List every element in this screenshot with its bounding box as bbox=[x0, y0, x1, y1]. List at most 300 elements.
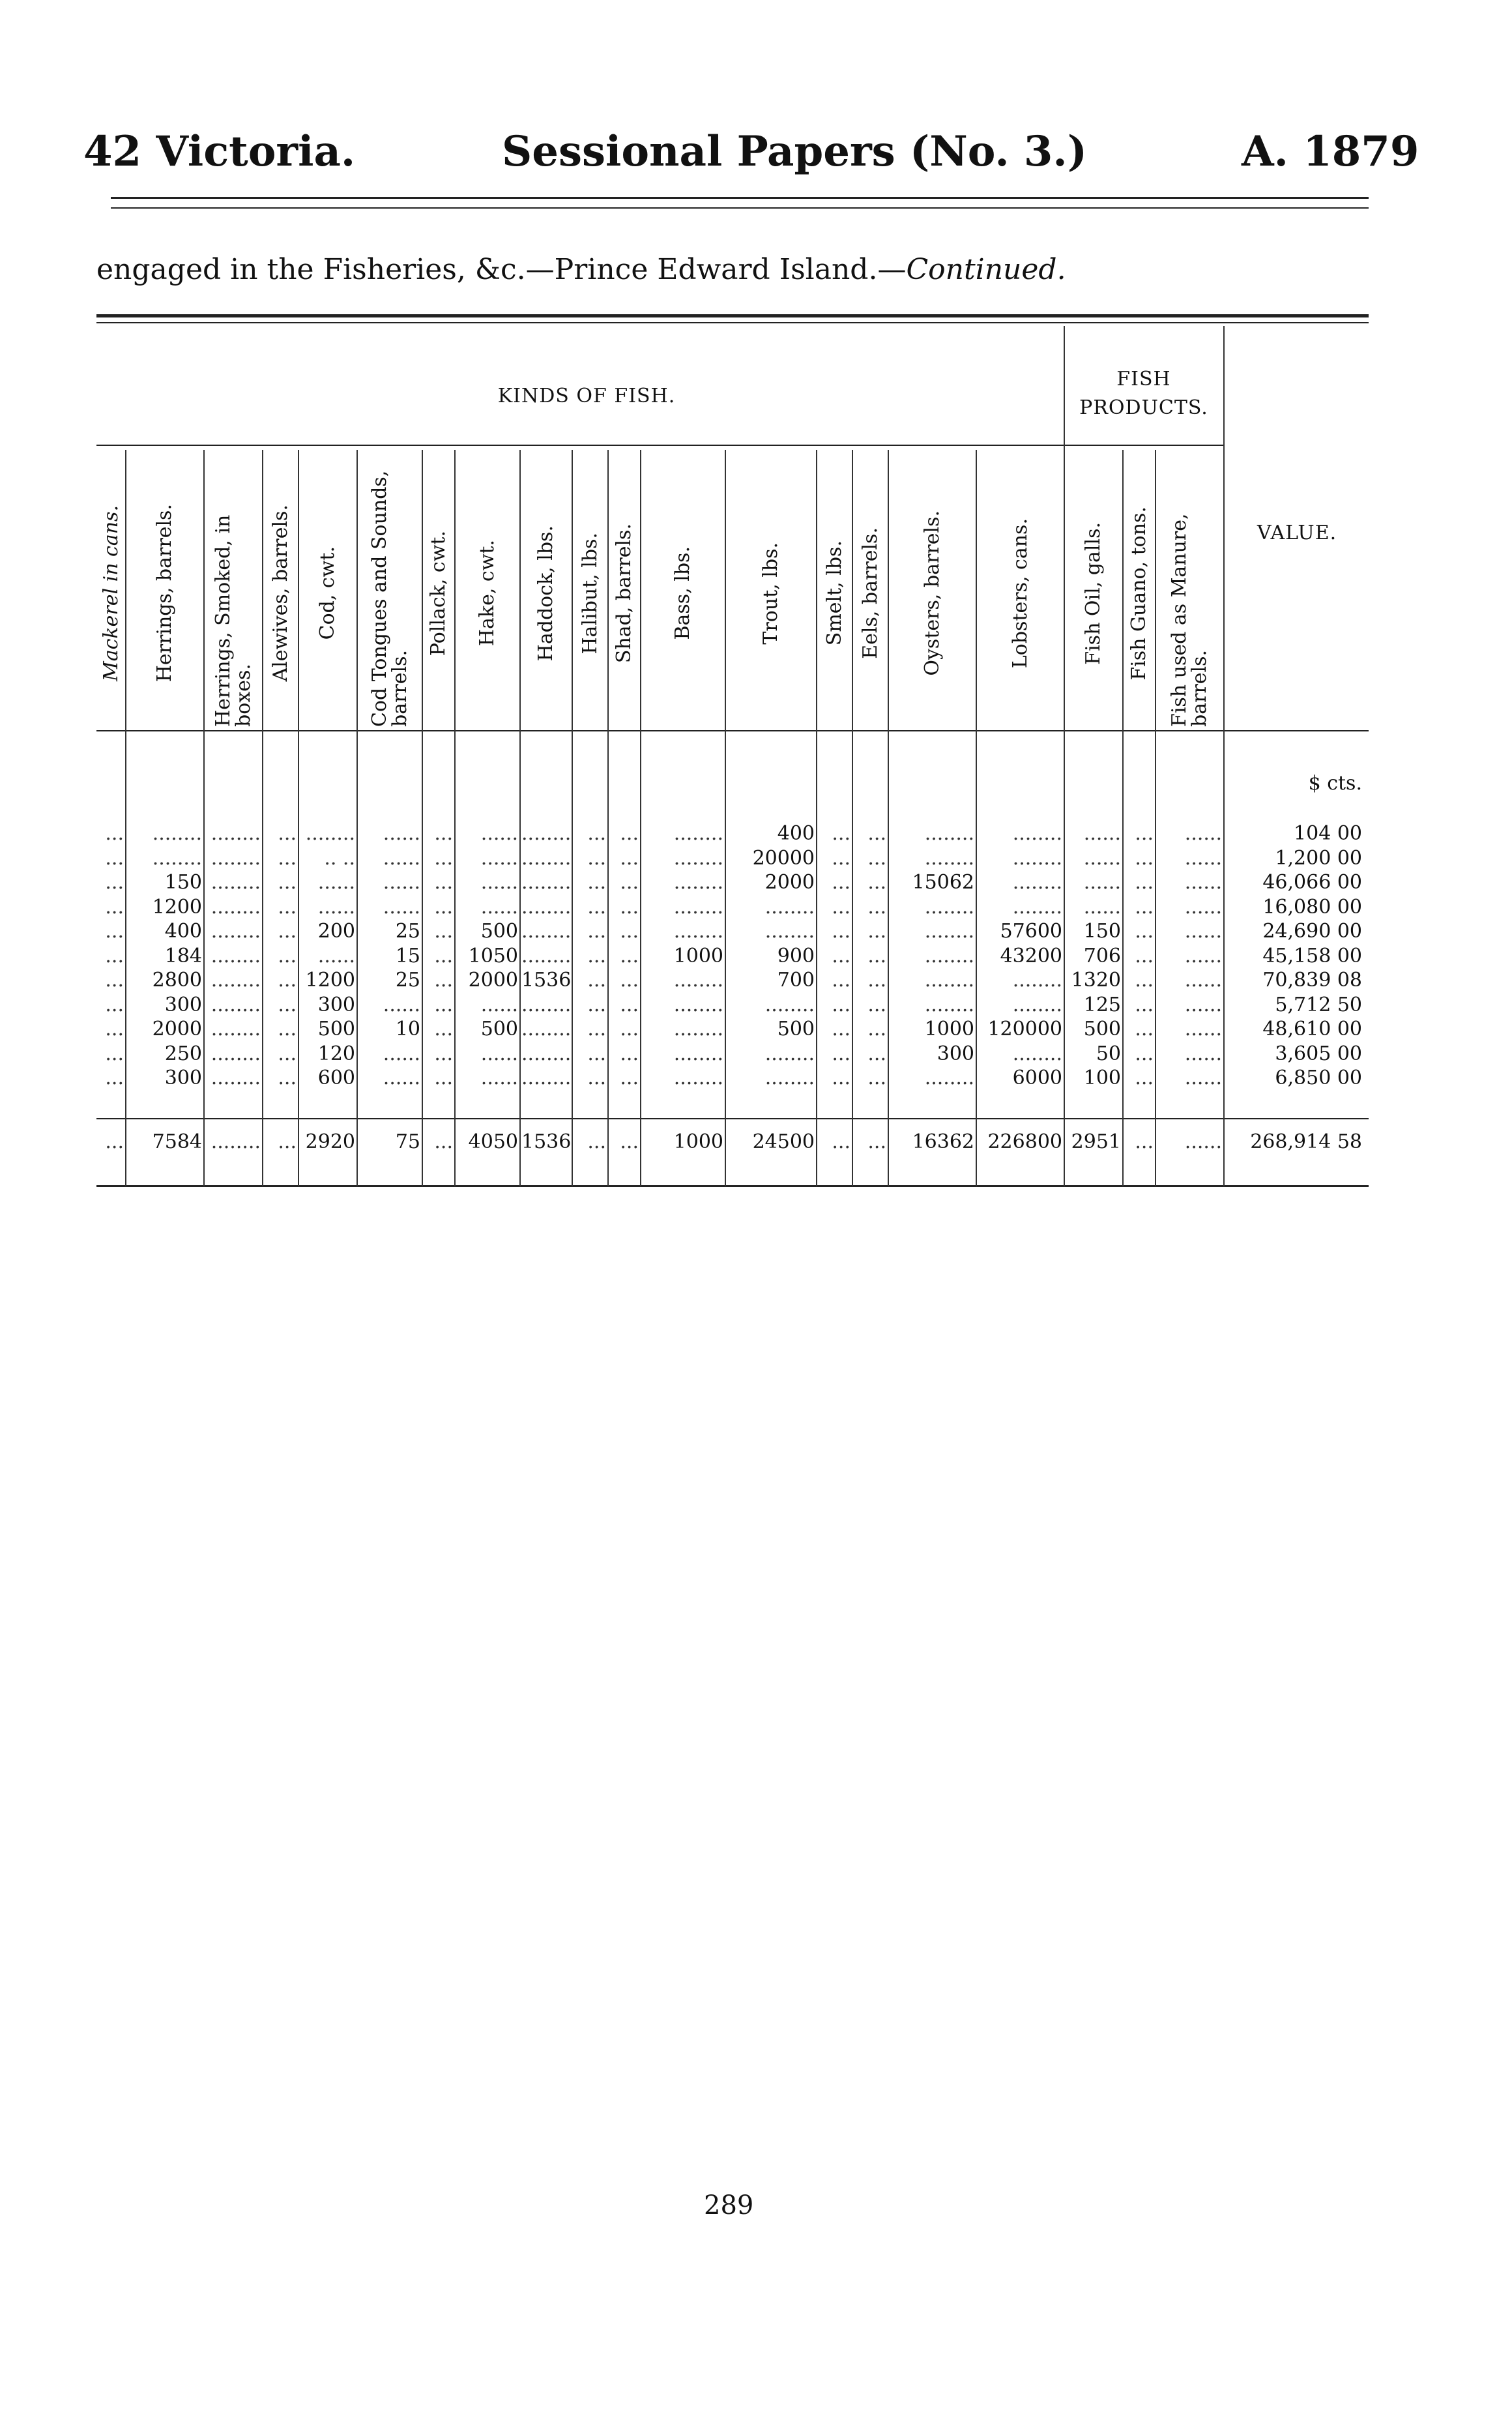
table-row-3-cell-12: ........ bbox=[764, 895, 815, 919]
table-row-0-cell-0: ... bbox=[105, 822, 124, 845]
totals-row-cell-11: 1000 bbox=[673, 1130, 723, 1153]
table-row-9-cell-14: ... bbox=[867, 1042, 886, 1065]
table-row-8-cell-11: ........ bbox=[673, 1018, 723, 1040]
table-row-7-cell-20: 5,712 50 bbox=[1275, 993, 1362, 1016]
table-row-10-cell-3: ... bbox=[278, 1067, 297, 1089]
column-header-label: Cod, cwt. bbox=[316, 546, 339, 640]
table-row-1-cell-20: 1,200 00 bbox=[1275, 846, 1362, 870]
column-divider-2 bbox=[262, 450, 263, 1186]
table-row-5-cell-1: 184 bbox=[164, 944, 202, 967]
column-header-label: Pollack, cwt. bbox=[427, 530, 450, 656]
table-row-4-cell-7: 500 bbox=[480, 920, 518, 943]
table-row-1-cell-3: ... bbox=[278, 846, 297, 870]
column-header-19 bbox=[1157, 456, 1222, 730]
table-row-10-cell-9: ... bbox=[587, 1067, 606, 1089]
table-row-6-cell-6: ... bbox=[434, 969, 453, 992]
table-row-7-cell-8: ........ bbox=[521, 993, 572, 1016]
table-row-0-cell-1: ........ bbox=[152, 822, 202, 845]
table-row-0-cell-12: 400 bbox=[777, 822, 815, 845]
table-row-5-cell-20: 45,158 00 bbox=[1262, 944, 1362, 967]
column-header-label: Haddock, lbs. bbox=[534, 525, 557, 662]
table-row-2-cell-2: ........ bbox=[211, 871, 261, 894]
column-header-11 bbox=[642, 456, 723, 730]
table-row-10-cell-0: ... bbox=[105, 1067, 124, 1089]
table-row-1-cell-0: ... bbox=[105, 846, 124, 870]
totals-row-cell-8: 1536 bbox=[521, 1130, 572, 1153]
table-row-10-cell-20: 6,850 00 bbox=[1275, 1067, 1362, 1089]
table-row-5-cell-18: ... bbox=[1135, 944, 1154, 967]
table-row-9-cell-17: 50 bbox=[1096, 1042, 1121, 1065]
table-row-5-cell-19: ...... bbox=[1184, 944, 1222, 967]
totals-row-cell-6: ... bbox=[434, 1130, 453, 1153]
table-row-6-cell-2: ........ bbox=[211, 969, 261, 992]
table-row-6-cell-0: ... bbox=[105, 969, 124, 992]
totals-row-cell-15: 16362 bbox=[912, 1130, 974, 1153]
table-row-4-cell-11: ........ bbox=[673, 920, 723, 943]
header-rule-top bbox=[111, 197, 1369, 199]
table-row-9-cell-12: ........ bbox=[764, 1042, 815, 1065]
table-row-9-cell-19: ...... bbox=[1184, 1042, 1222, 1065]
table-row-1-cell-9: ... bbox=[587, 846, 606, 870]
table-row-0-cell-13: ... bbox=[832, 822, 850, 845]
group-rule bbox=[96, 445, 1224, 446]
column-header-0 bbox=[98, 456, 124, 730]
table-row-9-cell-7: ...... bbox=[480, 1042, 518, 1065]
table-row-2-cell-17: ...... bbox=[1083, 871, 1121, 894]
table-row-3-cell-0: ... bbox=[105, 895, 124, 919]
table-bottom-rule bbox=[96, 1185, 1369, 1187]
table-subtitle bbox=[96, 253, 1066, 286]
column-header-label: Fish used as Manure, barrels. bbox=[1168, 513, 1211, 727]
table-row-6-cell-10: ... bbox=[620, 969, 639, 992]
column-header-label: Halibut, lbs. bbox=[578, 532, 602, 655]
totals-row-cell-13: ... bbox=[832, 1130, 850, 1153]
table-row-10-cell-7: ...... bbox=[480, 1067, 518, 1089]
table-row-5-cell-3: ... bbox=[278, 944, 297, 967]
table-row-0-cell-19: ...... bbox=[1184, 822, 1222, 845]
table-row-5-cell-8: ........ bbox=[521, 944, 572, 967]
table-row-4-cell-9: ... bbox=[587, 920, 606, 943]
table-row-4-cell-19: ...... bbox=[1184, 920, 1222, 943]
table-row-9-cell-0: ... bbox=[105, 1042, 124, 1065]
column-header-label: Mackerel in cans. bbox=[99, 505, 123, 681]
totals-row-cell-3: ... bbox=[278, 1130, 297, 1153]
table-row-0-cell-18: ... bbox=[1135, 822, 1154, 845]
header-left: 42 Victoria. bbox=[83, 127, 356, 176]
column-header-label: Bass, lbs. bbox=[671, 546, 694, 640]
table-row-9-cell-2: ........ bbox=[211, 1042, 261, 1065]
table-row-3-cell-7: ...... bbox=[480, 895, 518, 919]
table-row-2-cell-20: 46,066 00 bbox=[1262, 871, 1362, 894]
table-row-6-cell-20: 70,839 08 bbox=[1262, 969, 1362, 992]
table-row-1-cell-1: ........ bbox=[152, 846, 202, 870]
table-row-8-cell-6: ... bbox=[434, 1018, 453, 1040]
subtitle-continued: Continued. bbox=[906, 253, 1066, 286]
table-top-rule-thin bbox=[96, 322, 1369, 323]
table-row-0-cell-11: ........ bbox=[673, 822, 723, 845]
table-row-8-cell-9: ... bbox=[587, 1018, 606, 1040]
table-row-8-cell-20: 48,610 00 bbox=[1262, 1018, 1362, 1040]
table-row-6-cell-12: 700 bbox=[777, 969, 815, 992]
table-row-2-cell-4: ...... bbox=[317, 871, 355, 894]
table-row-10-cell-15: ........ bbox=[924, 1067, 974, 1089]
table-row-10-cell-14: ... bbox=[867, 1067, 886, 1089]
column-header-label: Fish Guano, tons. bbox=[1127, 506, 1150, 681]
totals-row-cell-20: 268,914 58 bbox=[1250, 1130, 1362, 1153]
table-row-8-cell-13: ... bbox=[832, 1018, 850, 1040]
column-divider-5 bbox=[422, 450, 423, 1186]
column-header-8 bbox=[521, 456, 570, 730]
column-header-label: Lobsters, cans. bbox=[1008, 518, 1032, 669]
table-row-10-cell-18: ... bbox=[1135, 1067, 1154, 1089]
column-divider-9 bbox=[607, 450, 609, 1186]
table-row-9-cell-9: ... bbox=[587, 1042, 606, 1065]
column-divider-17 bbox=[1122, 450, 1124, 1186]
table-row-2-cell-9: ... bbox=[587, 871, 606, 894]
column-divider-0 bbox=[125, 450, 126, 1186]
table-row-2-cell-16: ........ bbox=[1012, 871, 1062, 894]
table-row-1-cell-6: ... bbox=[434, 846, 453, 870]
table-row-0-cell-17: ...... bbox=[1083, 822, 1121, 845]
table-row-2-cell-8: ........ bbox=[521, 871, 572, 894]
header-right: A. 1879 bbox=[1242, 127, 1419, 176]
table-row-1-cell-16: ........ bbox=[1012, 846, 1062, 870]
table-row-3-cell-8: ........ bbox=[521, 895, 572, 919]
table-row-1-cell-11: ........ bbox=[673, 846, 723, 870]
table-row-2-cell-6: ... bbox=[434, 871, 453, 894]
totals-row-cell-9: ... bbox=[587, 1130, 606, 1153]
column-header-label: Smelt, lbs. bbox=[822, 540, 846, 646]
table-row-4-cell-5: 25 bbox=[395, 920, 420, 943]
table-row-7-cell-18: ... bbox=[1135, 993, 1154, 1016]
table-row-5-cell-17: 706 bbox=[1083, 944, 1121, 967]
table-row-2-cell-13: ... bbox=[832, 871, 850, 894]
column-divider-14 bbox=[888, 450, 889, 1186]
column-header-2 bbox=[205, 456, 261, 730]
table-row-9-cell-18: ... bbox=[1135, 1042, 1154, 1065]
table-row-8-cell-7: 500 bbox=[480, 1018, 518, 1040]
column-divider-15 bbox=[976, 450, 977, 1186]
table-top-rule bbox=[96, 314, 1369, 317]
table-row-1-cell-12: 20000 bbox=[752, 846, 815, 870]
table-row-6-cell-5: 25 bbox=[395, 969, 420, 992]
table-row-7-cell-3: ... bbox=[278, 993, 297, 1016]
column-divider-12 bbox=[816, 450, 817, 1186]
table-row-6-cell-7: 2000 bbox=[468, 969, 518, 992]
table-row-7-cell-16: ........ bbox=[1012, 993, 1062, 1016]
table-row-10-cell-17: 100 bbox=[1083, 1067, 1121, 1089]
table-row-3-cell-20: 16,080 00 bbox=[1262, 895, 1362, 919]
column-divider-10 bbox=[640, 450, 641, 1186]
table-row-7-cell-1: 300 bbox=[164, 993, 202, 1016]
totals-row-cell-4: 2920 bbox=[305, 1130, 355, 1153]
table-row-6-cell-15: ........ bbox=[924, 969, 974, 992]
table-row-8-cell-18: ... bbox=[1135, 1018, 1154, 1040]
table-row-7-cell-12: ........ bbox=[764, 993, 815, 1016]
table-row-3-cell-11: ........ bbox=[673, 895, 723, 919]
table-row-4-cell-15: ........ bbox=[924, 920, 974, 943]
table-row-8-cell-16: 120000 bbox=[987, 1018, 1062, 1040]
table-row-0-cell-8: ........ bbox=[521, 822, 572, 845]
table-row-1-cell-7: ...... bbox=[480, 846, 518, 870]
table-row-10-cell-19: ...... bbox=[1184, 1067, 1222, 1089]
table-row-5-cell-11: 1000 bbox=[673, 944, 723, 967]
table-row-7-cell-14: ... bbox=[867, 993, 886, 1016]
table-row-6-cell-17: 1320 bbox=[1071, 969, 1121, 992]
table-row-7-cell-5: ...... bbox=[383, 993, 420, 1016]
table-row-10-cell-2: ........ bbox=[211, 1067, 261, 1089]
header-bottom-rule bbox=[96, 730, 1369, 731]
value-header: VALUE. bbox=[1257, 522, 1337, 544]
table-row-3-cell-19: ...... bbox=[1184, 895, 1222, 919]
table-row-10-cell-11: ........ bbox=[673, 1067, 723, 1089]
table-row-6-cell-14: ... bbox=[867, 969, 886, 992]
table-row-6-cell-8: 1536 bbox=[521, 969, 572, 992]
column-header-4 bbox=[300, 456, 355, 730]
table-row-9-cell-3: ... bbox=[278, 1042, 297, 1065]
table-row-0-cell-10: ... bbox=[620, 822, 639, 845]
column-header-10 bbox=[609, 456, 639, 730]
table-row-3-cell-18: ... bbox=[1135, 895, 1154, 919]
column-divider-8 bbox=[572, 450, 573, 1186]
table-row-0-cell-15: ........ bbox=[924, 822, 974, 845]
table-row-7-cell-11: ........ bbox=[673, 993, 723, 1016]
table-row-6-cell-4: 1200 bbox=[305, 969, 355, 992]
table-row-5-cell-16: 43200 bbox=[1000, 944, 1062, 967]
table-row-0-cell-9: ... bbox=[587, 822, 606, 845]
column-divider-4 bbox=[356, 450, 358, 1186]
column-header-1 bbox=[127, 456, 202, 730]
table-row-5-cell-10: ... bbox=[620, 944, 639, 967]
column-header-16 bbox=[978, 456, 1062, 730]
table-row-0-cell-6: ... bbox=[434, 822, 453, 845]
table-row-8-cell-12: 500 bbox=[777, 1018, 815, 1040]
column-header-9 bbox=[574, 456, 606, 730]
table-row-4-cell-1: 400 bbox=[164, 920, 202, 943]
table-row-3-cell-2: ........ bbox=[211, 895, 261, 919]
table-row-5-cell-9: ... bbox=[587, 944, 606, 967]
table-row-1-cell-4: .. .. bbox=[324, 846, 355, 870]
totals-row-cell-0: ... bbox=[105, 1130, 124, 1153]
table-row-8-cell-2: ........ bbox=[211, 1018, 261, 1040]
table-row-2-cell-12: 2000 bbox=[764, 871, 815, 894]
table-row-2-cell-15: 15062 bbox=[912, 871, 974, 894]
totals-row-cell-12: 24500 bbox=[752, 1130, 815, 1153]
column-header-label: Herrings, barrels. bbox=[153, 504, 176, 683]
totals-row-cell-10: ... bbox=[620, 1130, 639, 1153]
table-row-4-cell-14: ... bbox=[867, 920, 886, 943]
table-row-10-cell-6: ... bbox=[434, 1067, 453, 1089]
totals-row-cell-1: 7584 bbox=[152, 1130, 202, 1153]
column-divider-16 bbox=[1064, 326, 1065, 1186]
table-row-10-cell-16: 6000 bbox=[1012, 1067, 1062, 1089]
table-row-0-cell-3: ... bbox=[278, 822, 297, 845]
table-row-8-cell-10: ... bbox=[620, 1018, 639, 1040]
table-row-4-cell-4: 200 bbox=[317, 920, 355, 943]
table-row-3-cell-14: ... bbox=[867, 895, 886, 919]
table-row-6-cell-3: ... bbox=[278, 969, 297, 992]
table-row-2-cell-7: ...... bbox=[480, 871, 518, 894]
table-row-3-cell-10: ... bbox=[620, 895, 639, 919]
subtitle-main: engaged in the Fisheries, &c.—Prince Edward Island.— bbox=[96, 253, 907, 286]
column-header-label: Hake, cwt. bbox=[476, 540, 499, 647]
totals-row-cell-19: ...... bbox=[1184, 1130, 1222, 1153]
table-row-4-cell-20: 24,690 00 bbox=[1262, 920, 1362, 943]
table-row-0-cell-16: ........ bbox=[1012, 822, 1062, 845]
table-row-6-cell-16: ........ bbox=[1012, 969, 1062, 992]
totals-row-cell-5: 75 bbox=[395, 1130, 420, 1153]
table-row-8-cell-4: 500 bbox=[317, 1018, 355, 1040]
column-header-label: Oysters, barrels. bbox=[920, 510, 944, 676]
table-row-9-cell-1: 250 bbox=[164, 1042, 202, 1065]
table-row-6-cell-9: ... bbox=[587, 969, 606, 992]
table-row-4-cell-8: ........ bbox=[521, 920, 572, 943]
table-row-5-cell-5: 15 bbox=[395, 944, 420, 967]
column-header-label: Trout, lbs. bbox=[759, 542, 782, 645]
table-row-2-cell-14: ... bbox=[867, 871, 886, 894]
table-row-0-cell-5: ...... bbox=[383, 822, 420, 845]
header-rule-bottom bbox=[111, 207, 1369, 209]
table-row-3-cell-3: ... bbox=[278, 895, 297, 919]
column-header-14 bbox=[854, 456, 886, 730]
table-row-0-cell-20: 104 00 bbox=[1294, 822, 1362, 845]
table-row-1-cell-18: ... bbox=[1135, 846, 1154, 870]
table-row-5-cell-14: ... bbox=[867, 944, 886, 967]
table-row-7-cell-6: ... bbox=[434, 993, 453, 1016]
table-row-7-cell-2: ........ bbox=[211, 993, 261, 1016]
page-number: 289 bbox=[704, 2190, 754, 2220]
table-row-7-cell-17: 125 bbox=[1083, 993, 1121, 1016]
column-divider-1 bbox=[203, 450, 205, 1186]
column-divider-18 bbox=[1155, 450, 1156, 1186]
totals-row-cell-14: ... bbox=[867, 1130, 886, 1153]
table-row-6-cell-13: ... bbox=[832, 969, 850, 992]
column-header-12 bbox=[727, 456, 815, 730]
header-center: Sessional Papers (No. 3.) bbox=[502, 127, 1087, 176]
table-row-8-cell-3: ... bbox=[278, 1018, 297, 1040]
table-row-1-cell-14: ... bbox=[867, 846, 886, 870]
column-header-label: Alewives, barrels. bbox=[269, 505, 292, 682]
table-row-0-cell-14: ... bbox=[867, 822, 886, 845]
table-row-3-cell-6: ... bbox=[434, 895, 453, 919]
table-row-3-cell-13: ... bbox=[832, 895, 850, 919]
table-row-6-cell-1: 2800 bbox=[152, 969, 202, 992]
table-row-4-cell-2: ........ bbox=[211, 920, 261, 943]
table-row-1-cell-2: ........ bbox=[211, 846, 261, 870]
column-divider-11 bbox=[725, 450, 726, 1186]
table-row-2-cell-11: ........ bbox=[673, 871, 723, 894]
table-row-5-cell-7: 1050 bbox=[468, 944, 518, 967]
table-row-3-cell-17: ...... bbox=[1083, 895, 1121, 919]
totals-rule bbox=[96, 1118, 1369, 1119]
table-row-8-cell-15: 1000 bbox=[924, 1018, 974, 1040]
table-row-3-cell-15: ........ bbox=[924, 895, 974, 919]
table-row-7-cell-13: ... bbox=[832, 993, 850, 1016]
column-header-5 bbox=[358, 456, 420, 730]
table-row-5-cell-4: ...... bbox=[317, 944, 355, 967]
table-row-2-cell-5: ...... bbox=[383, 871, 420, 894]
table-row-2-cell-10: ... bbox=[620, 871, 639, 894]
table-row-7-cell-15: ........ bbox=[924, 993, 974, 1016]
totals-row-cell-17: 2951 bbox=[1071, 1130, 1121, 1153]
table-row-3-cell-16: ........ bbox=[1012, 895, 1062, 919]
table-row-10-cell-5: ...... bbox=[383, 1067, 420, 1089]
table-row-3-cell-4: ...... bbox=[317, 895, 355, 919]
table-row-9-cell-16: ........ bbox=[1012, 1042, 1062, 1065]
column-header-7 bbox=[456, 456, 518, 730]
column-header-18 bbox=[1124, 456, 1154, 730]
table-row-1-cell-5: ...... bbox=[383, 846, 420, 870]
table-row-10-cell-10: ... bbox=[620, 1067, 639, 1089]
column-header-6 bbox=[424, 456, 453, 730]
group-fish-products: FISH PRODUCTS. bbox=[1079, 368, 1208, 419]
table-row-10-cell-13: ... bbox=[832, 1067, 850, 1089]
table-row-2-cell-0: ... bbox=[105, 871, 124, 894]
table-row-3-cell-5: ...... bbox=[383, 895, 420, 919]
table-row-9-cell-15: 300 bbox=[937, 1042, 974, 1065]
column-header-label: Herrings, Smoked, in boxes. bbox=[211, 514, 255, 727]
column-divider-3 bbox=[298, 450, 299, 1186]
table-row-1-cell-19: ...... bbox=[1184, 846, 1222, 870]
column-header-3 bbox=[264, 456, 297, 730]
table-row-4-cell-18: ... bbox=[1135, 920, 1154, 943]
column-header-17 bbox=[1066, 456, 1121, 730]
table-row-10-cell-8: ........ bbox=[521, 1067, 572, 1089]
table-row-4-cell-6: ... bbox=[434, 920, 453, 943]
column-divider-19 bbox=[1223, 326, 1225, 1186]
table-row-9-cell-13: ... bbox=[832, 1042, 850, 1065]
table-row-8-cell-17: 500 bbox=[1083, 1018, 1121, 1040]
table-row-8-cell-0: ... bbox=[105, 1018, 124, 1040]
column-header-label: Cod Tongues and Sounds, barrels. bbox=[368, 470, 411, 727]
table-row-1-cell-13: ... bbox=[832, 846, 850, 870]
table-row-9-cell-6: ... bbox=[434, 1042, 453, 1065]
table-row-9-cell-8: ........ bbox=[521, 1042, 572, 1065]
table-row-5-cell-13: ... bbox=[832, 944, 850, 967]
table-row-1-cell-17: ...... bbox=[1083, 846, 1121, 870]
column-divider-7 bbox=[519, 450, 521, 1186]
table-row-4-cell-12: ........ bbox=[764, 920, 815, 943]
table-row-4-cell-10: ... bbox=[620, 920, 639, 943]
table-row-2-cell-1: 150 bbox=[164, 871, 202, 894]
table-row-5-cell-2: ........ bbox=[211, 944, 261, 967]
table-row-7-cell-0: ... bbox=[105, 993, 124, 1016]
table-row-10-cell-4: 600 bbox=[317, 1067, 355, 1089]
value-units: $ cts. bbox=[1308, 772, 1362, 795]
table-row-0-cell-7: ...... bbox=[480, 822, 518, 845]
table-row-1-cell-15: ........ bbox=[924, 846, 974, 870]
table-row-5-cell-6: ... bbox=[434, 944, 453, 967]
table-row-9-cell-4: 120 bbox=[317, 1042, 355, 1065]
table-row-1-cell-8: ........ bbox=[521, 846, 572, 870]
table-row-8-cell-1: 2000 bbox=[152, 1018, 202, 1040]
table-row-4-cell-16: 57600 bbox=[1000, 920, 1062, 943]
column-header-13 bbox=[818, 456, 850, 730]
table-row-5-cell-12: 900 bbox=[777, 944, 815, 967]
table-row-10-cell-12: ........ bbox=[764, 1067, 815, 1089]
table-row-4-cell-0: ... bbox=[105, 920, 124, 943]
table-row-7-cell-19: ...... bbox=[1184, 993, 1222, 1016]
column-divider-13 bbox=[852, 450, 853, 1186]
totals-row-cell-2: ........ bbox=[211, 1130, 261, 1153]
table-row-5-cell-15: ........ bbox=[924, 944, 974, 967]
table-row-4-cell-13: ... bbox=[832, 920, 850, 943]
table-row-2-cell-18: ... bbox=[1135, 871, 1154, 894]
table-row-8-cell-8: ........ bbox=[521, 1018, 572, 1040]
column-divider-6 bbox=[454, 450, 456, 1186]
column-header-15 bbox=[890, 456, 974, 730]
table-row-8-cell-5: 10 bbox=[395, 1018, 420, 1040]
